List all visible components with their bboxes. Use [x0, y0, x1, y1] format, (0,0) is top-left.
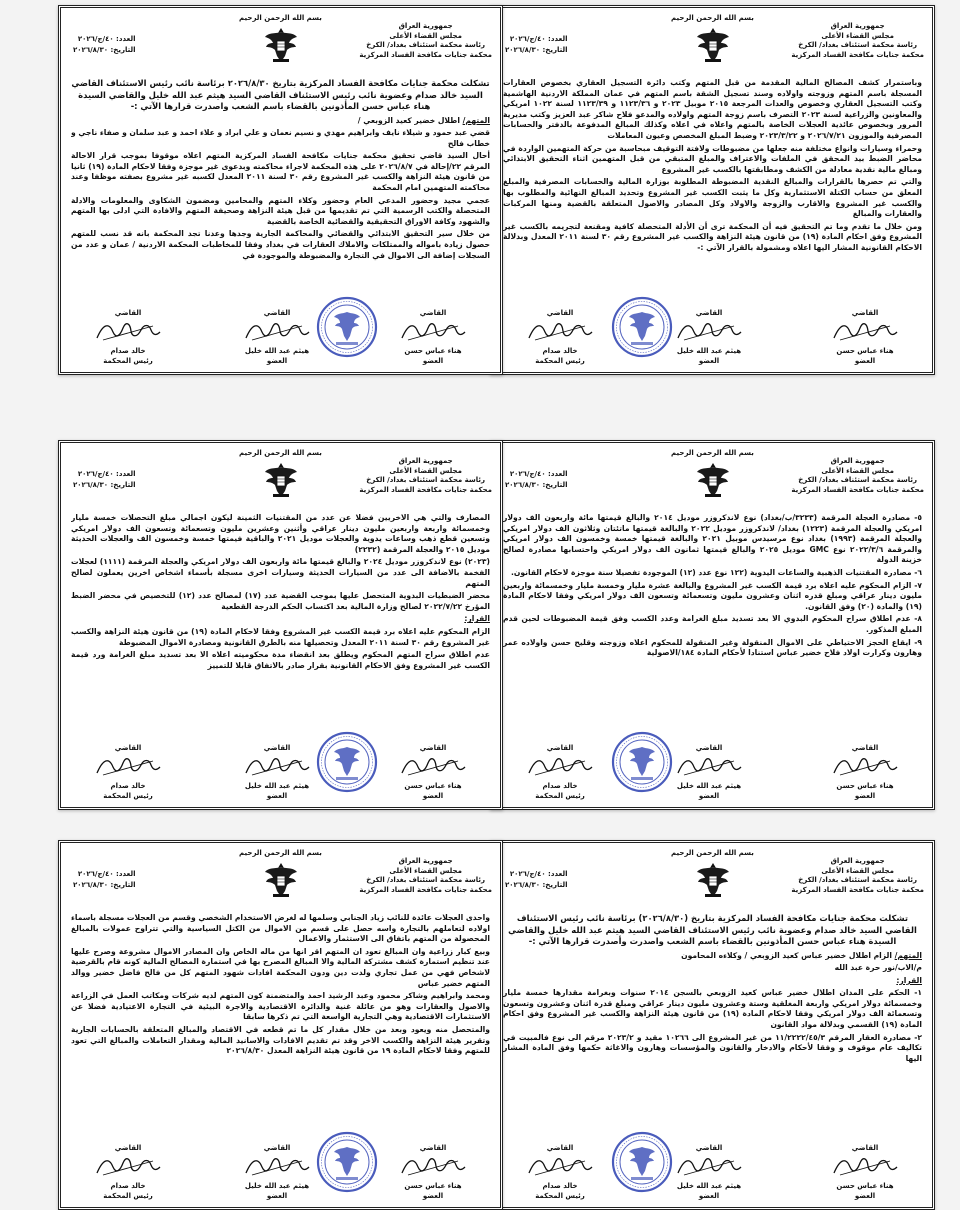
page-body — [71, 78, 490, 290]
document-page-5 — [490, 840, 935, 1210]
signature-scribble-icon — [830, 753, 900, 779]
document-date: التاريخ: ٢٠٢٦/٨/٣٠ — [505, 481, 568, 489]
judge-label: القاضي — [263, 744, 291, 752]
co-accused-names: قضي عبد حمود و شيلاء نايف وابراهيم مهدي و نسيم نعمان و علي ابراد و علاء احمد و عبد سلمان و صفاء ناجي و خطاب فالح — [71, 128, 490, 148]
judge-label: القاضي — [695, 309, 723, 317]
page-header — [61, 447, 500, 509]
issuer-block — [791, 457, 924, 495]
page-header — [493, 447, 932, 509]
basmala: بسم الله الرحمن الرحيم — [671, 449, 754, 457]
document-number: العدد: ٤٠/ج/٢٠٢٦ — [77, 870, 136, 878]
signature-member-middle — [222, 743, 332, 801]
council-name: مجلس القضاء الأعلى — [389, 866, 462, 875]
reference-block — [505, 869, 567, 891]
decision-item: ٧- الزام المحكوم عليه اعلاه برد قيمة الكسب غير المشروع والبالغة عشرة مليار وخمسة مليار وخمسمائة واربعين مليون دينار عراقي ومبلغ قدره اثنان وعشرون مليون وتسعمائة وتسعون الف دولار امريكي وفقا لاحكام المادة (١٩) والمادة (٢٠) وفق القانون. — [503, 580, 922, 611]
document-number: العدد: ٤٠/ج/٢٠٢٦ — [77, 470, 136, 478]
presidency-name: رئاسة محكمة استئناف بغداد/ الكرخ — [366, 41, 486, 49]
iraq-eagle-emblem-icon — [264, 861, 298, 899]
signature-member-right — [810, 308, 920, 366]
presidency-name: رئاسة محكمة استئناف بغداد/ الكرخ — [798, 476, 918, 484]
judge-name: هيثم عبد الله خليل — [676, 782, 742, 790]
judge-name: هناء عباس حسن — [404, 782, 462, 790]
issuer-block — [791, 857, 924, 895]
signature-scribble-icon — [525, 318, 595, 344]
signature-member-middle — [654, 743, 764, 801]
judge-name: هيثم عبد الله خليل — [676, 347, 742, 355]
signature-scribble-icon — [525, 1153, 595, 1179]
accused-label: المتهم/ — [894, 950, 922, 960]
judge-name: هناء عباس حسن — [404, 1182, 462, 1190]
reference-block — [505, 34, 567, 56]
judge-role: رئيس المحكمة — [103, 357, 153, 365]
judge-role: العضو — [854, 1192, 876, 1200]
country-name: جمهورية العراق — [830, 22, 885, 30]
judge-label: القاضي — [546, 744, 574, 752]
signature-scribble-icon — [242, 753, 312, 779]
issuer-block — [359, 457, 492, 495]
council-name: مجلس القضاء الأعلى — [821, 31, 894, 40]
issuer-block — [359, 22, 492, 60]
paragraph: عجمي مجيد وحضور المدعي العام وحضور وكلاء المتهم والمحامين ومضمون الشكاوى والمعلومات والادلة المتحصلة والكتب الرسمية التي تم تقديمها من قبل هيئة النزاهة وصحيفة المتهم والافادة التي ادلى بها المتهم والشهود وكافة الاوراق التحقيقية والقضائية الخاصة بالقضية — [71, 195, 490, 226]
court-formation-heading: تشكلت محكمة جنايات مكافحة الفساد المركزية بتاريخ (٢٠٢٦/٨/٣٠) برئاسة نائب رئيس الاستئناف القاضي السيد خالد صدام وعضوية نائب رئيس الاستئناف القاضي السيد هيثم عبد الله خليل والقاضي السيدة هناء عباس حسن المأذونين بالقضاء باسم الشعب واصدرت وأصدرت قرارها الآتي :- — [508, 913, 917, 946]
paragraph: وبيع كبار زراعية وان المبالغ تعود ان المتهم اقر انها من ماله الخاص وان المصادر الاموال مشروعة وصرح عليها عند تنظيم استمارة كشف مشتركة المالية والا المبالغ المصرح بها في استمارة المصالح المالية كونه قام بالقرضية لاشخاص فهي من عمل تجاري ولدت دين ودون المحكمة افادات شهود المتهم كل من فالح فاضل خضير ووالد المتهم خضير عباس — [71, 946, 490, 988]
judge-role: العضو — [266, 1192, 288, 1200]
country-name: جمهورية العراق — [830, 457, 885, 465]
signature-scribble-icon — [398, 753, 468, 779]
signature-president — [505, 308, 615, 366]
country-name: جمهورية العراق — [398, 22, 453, 30]
judge-label: القاضي — [695, 744, 723, 752]
decision-item: ٨- عدم اطلاق سراح المحكوم البدوي الا بعد تسديد مبلغ الغرامة وعدد الكسب وفق قيمة المضبوطات لحين قدم المبلغ المذكور. — [503, 614, 922, 634]
presidency-name: رئاسة محكمة استئناف بغداد/ الكرخ — [366, 876, 486, 884]
council-name: مجلس القضاء الأعلى — [821, 466, 894, 475]
judge-role: العضو — [422, 792, 444, 800]
signature-block — [493, 292, 932, 366]
paragraph: (٢٠٢٣) نوع لاندكروزر موديل ٢٠٢٤ والبالغ قيمتها مائة واربعون الف دولار امريكي والعجلة المرقمة (١١١١) لعجلات الفخمة بالاضافة الى عدد من السيارات الحديثة وسيارات اخرى مسجلة بأسماء اشخاص اخرين يعملون لصالح المتهم — [71, 557, 490, 588]
judge-role: رئيس المحكمة — [535, 357, 585, 365]
country-name: جمهورية العراق — [398, 857, 453, 865]
basmala: بسم الله الرحمن الرحيم — [671, 849, 754, 857]
document-date: التاريخ: ٢٠٢٦/٨/٣٠ — [505, 46, 568, 54]
judge-name: خالد صدام — [110, 782, 146, 790]
page-body — [71, 913, 490, 1125]
page-body — [503, 913, 922, 1125]
document-page-3 — [490, 440, 935, 810]
judge-label: القاضي — [851, 744, 879, 752]
decision-item: ٢- مصادرة العقار المرقم ١١/٢٢٢٢/٤٥/٣ من غير المشروع الى ١٠٢٦٦ مقيد و ٢٠٢٣/٢ مرقم الى نوع فالمبيت في تكاليف عام موقوف و وفقا لأحكام والادخار والقانون والمؤسسات وهارون والاغاثة حكمها وفق المادة المشار اليها — [503, 1032, 922, 1063]
iraq-eagle-emblem-icon — [696, 26, 730, 64]
signature-scribble-icon — [242, 318, 312, 344]
signature-scribble-icon — [674, 1153, 744, 1179]
judge-role: العضو — [698, 357, 720, 365]
accused-lawyers: وكلاءه المحامون — [681, 950, 742, 960]
signature-block — [61, 1127, 500, 1201]
judge-name: هيثم عبد الله خليل — [244, 347, 310, 355]
signature-scribble-icon — [242, 1153, 312, 1179]
judge-role: العضو — [422, 357, 444, 365]
signature-scribble-icon — [830, 318, 900, 344]
judge-label: القاضي — [114, 1144, 142, 1152]
judge-name: هيثم عبد الله خليل — [244, 1182, 310, 1190]
judge-name: خالد صدام — [110, 1182, 146, 1190]
decision-item: ٦- مصادرة المقتنيات الذهبية والساعات اليدوية (١٢٢ نوع عدد (١٢) الموجودة تفصيلا سنة موجزة لاحكام القانون. — [511, 567, 922, 577]
signature-president — [73, 743, 183, 801]
signature-member-middle — [654, 308, 764, 366]
court-name: محكمة جنايات مكافحة الفساد المركزية — [359, 885, 492, 894]
decision-label: القرار: — [896, 975, 922, 985]
signature-member-right — [810, 1143, 920, 1201]
document-date: التاريخ: ٢٠٢٦/٨/٣٠ — [73, 881, 136, 889]
accused-line-2: م/الاب/نور حرة عبد الله — [834, 963, 922, 973]
decision-label: القرار: — [464, 614, 490, 624]
page-header — [493, 12, 932, 74]
signature-scribble-icon — [830, 1153, 900, 1179]
judge-role: العضو — [698, 792, 720, 800]
document-page-4 — [58, 440, 503, 810]
judge-label: القاضي — [695, 1144, 723, 1152]
presidency-name: رئاسة محكمة استئناف بغداد/ الكرخ — [366, 476, 486, 484]
presidency-name: رئاسة محكمة استئناف بغداد/ الكرخ — [798, 876, 918, 884]
judge-role: العضو — [854, 357, 876, 365]
accused-line — [71, 116, 490, 127]
reference-block — [505, 469, 567, 491]
accused-line — [503, 951, 922, 962]
judge-name: هيثم عبد الله خليل — [244, 782, 310, 790]
signature-scribble-icon — [93, 753, 163, 779]
paragraph: والمتحصل منه ويعود وبعد من خلال مقدار كل ما تم قطعه في الاقتصاد والمبالغ المتعلقة بالحسابات الجارية وتقرير هيئة النزاهة والكسب الاخر وقد تم تقديم الافادات والاسانيد المالية ومقدار التعاملات والمبالغ التي تعود للمتهم وفقا لاحكام المادة ١٩ من قانون هيئة النزاهة المعدل ٢٠٢٦/٨/٣٠ — [71, 1024, 490, 1056]
paragraph: وحمراء وسيارات وانواع مختلفة منه جعلها من مضبوطات ولافتة التوقيف مبحاسبة من حركة المتهمين الواردة في محاضر الضبط بيد المحقق في الملفات والاعتراف والمبلغ المتبقي من قبل المتهمين اثناء التحقيق الابتدائي ومبالغ مالية نقدية معادلة من الكشف ومطابقتها بالكسب غير المشروع — [503, 143, 922, 174]
signature-member-right — [378, 1143, 488, 1201]
court-name: محكمة جنايات مكافحة الفساد المركزية — [359, 485, 492, 494]
document-date: التاريخ: ٢٠٢٦/٨/٣٠ — [73, 481, 136, 489]
court-name: محكمة جنايات مكافحة الفساد المركزية — [791, 50, 924, 59]
court-formation-heading: تشكلت محكمة جنايات مكافحة الفساد المركزية بتاريخ ٢٠٢٦/٨/٣٠ برئاسة نائب رئيس الاستئناف القاضي السيد خالد صدام وعضوية نائب رئيس الاستئناف القاضي السيد هيثم عبد الله خليل والقاضي السيدة هناء عباس حسن المأذونين بالقضاء باسم الشعب واصدرت قرارها الآتي :- — [71, 78, 490, 111]
paragraph: ومن خلال ما تقدم وما تم التحقيق فيه أن المحكمة ترى أن الأدلة المتحصلة كافية ومقنعة لتجريمه بالكسب غير المشروع وفق احكام المادة (١٩) من قانون هيئة النزاهة والكسب غير المشروع رقم ٣٠ لسنة ٢٠١١ المعدل وبدلالة الاحكام القانونية المشار اليها اعلاه ومشمولة بالقرار الآتي :- — [503, 221, 922, 252]
page-body — [503, 513, 922, 725]
signature-member-middle — [222, 1143, 332, 1201]
paragraph: ومحمد وابراهيم وشاكر محمود وعبد الرشيد احمد والمتضمنة كون المتهم لديه شركات ومكاتب العمل في الزراعة والاصول والعقارات وهو من عائلة غنية والدائرة الاقتصادية والاجرة البيئية في التجارة الاعتيادية فضلا عن الاستثمارات الاقتصادية وهي التجارية الواسعة التي تم ذكرها سابقا — [71, 991, 490, 1022]
document-page-2 — [58, 5, 503, 375]
signature-scribble-icon — [398, 318, 468, 344]
paragraph: الزام المحكوم عليه اعلاه برد قيمة الكسب غير المشروع وفقا لاحكام المادة (١٩) من قانون هيئة النزاهة والكسب غير المشروع رقم ٣٠ لسنة ٢٠١١ المعدل وتحصيلها منه بالطرق القانونية ومصادرة الاموال المضبوطة — [71, 626, 490, 647]
court-name: محكمة جنايات مكافحة الفساد المركزية — [791, 885, 924, 894]
document-date: التاريخ: ٢٠٢٦/٨/٣٠ — [505, 881, 568, 889]
iraq-eagle-emblem-icon — [264, 26, 298, 64]
council-name: مجلس القضاء الأعلى — [821, 866, 894, 875]
document-number: العدد: ٤٠/ج/٢٠٢٦ — [509, 870, 568, 878]
judge-label: القاضي — [546, 1144, 574, 1152]
basmala: بسم الله الرحمن الرحيم — [239, 849, 322, 857]
signature-block — [61, 292, 500, 366]
judge-label: القاضي — [263, 1144, 291, 1152]
issuer-block — [359, 857, 492, 895]
judge-role: رئيس المحكمة — [103, 1192, 153, 1200]
decision-item: ٥- مصادرة العجلة المرقمة (٣٢٣٣/ب/بغداد) نوع لاندكروزر موديل ٢٠١٤ والبالغ قيمتها مائة واربعون الف دولار امريكي والعجلة المرقمة (١٢٢٣) بغداد/ لاندكروزر موديل ٢٠٢٢ والبالغة قيمتها ماتئتان وثلاثون الف دولار امريكي والعجلة المرقمة (١٩٩٣) بغداد نوع مرسيدس موبيل ٢٠٢١ والبالغة قيمتها خمسة وخمسون الف دولار امريكي والمرقمة ٢٠٢٢/٣/٦ نوع GMC موديل ٢٠٢٥ والبالغ قيمتها ثمانون الف دولار امريكي واحتسابها مصادرة لصالح خزينة الدولة — [503, 513, 922, 565]
judge-label: القاضي — [263, 309, 291, 317]
issuer-block — [791, 22, 924, 60]
iraq-eagle-emblem-icon — [696, 461, 730, 499]
judge-name: خالد صدام — [110, 347, 146, 355]
paragraph: واحدى العجلات عائدة للنائب زياد الجنابي وسلمها له لغرض الاستخدام الشخصي وقسم من العجلات مسجلة باسماء اولاده لتعاملهم بالتجارة واسه حصل على قسم من الاموال من الكتل السياسية والتي تتراوح عمولات بالمبالغ المحصولة من المتهم باتفاق الى الاستثمار والاعمال — [71, 913, 490, 944]
paragraph: عدم اطلاق سراح المتهم المحكوم ويطلق بعد انقضاء مدة محكوميته اعلاه الا بعد تسديد مبلغ الغرامة ورد قيمة الكسب غير المشروع وفق الاحكام القانونية بقرار صادر بالاتفاق قابلا للتمييز — [71, 650, 490, 670]
signature-president — [505, 743, 615, 801]
judge-role: العضو — [422, 1192, 444, 1200]
accused-name: الزام اطلال خضير عباس كعيد الزوبعي / — [744, 950, 892, 960]
signature-scribble-icon — [93, 318, 163, 344]
reference-block — [73, 469, 135, 491]
judge-name: خالد صدام — [542, 1182, 578, 1190]
judge-name: هناء عباس حسن — [836, 782, 894, 790]
judge-label: القاضي — [546, 309, 574, 317]
judge-label: القاضي — [419, 1144, 447, 1152]
country-name: جمهورية العراق — [830, 857, 885, 865]
paragraph: من خلال سير التحقيق الابتدائي والقضائي والمحاكمة الجارية وجدها وعدنا تجد المحكمة بانه قد نسب للمتهم حصول زيادة بامواله والممتلكات والاملاك العقارات في بغداد وفقا للمخاطبات المحكمة الاردنية / عمان و عدد من السجلات إضافة الى الاموال في التجارة والمضبوطة والموجودة في — [71, 229, 490, 260]
signature-scribble-icon — [93, 1153, 163, 1179]
judge-role: رئيس المحكمة — [535, 792, 585, 800]
page-header — [61, 12, 500, 74]
judge-role: العضو — [854, 792, 876, 800]
judge-label: القاضي — [419, 744, 447, 752]
iraq-eagle-emblem-icon — [264, 461, 298, 499]
accused-label: المتهم/ — [462, 115, 490, 125]
reference-block — [73, 34, 135, 56]
reference-block — [73, 869, 135, 891]
judge-label: القاضي — [114, 309, 142, 317]
judge-role: العضو — [266, 357, 288, 365]
country-name: جمهورية العراق — [398, 457, 453, 465]
paragraph: والتي تم حصرها بالقرارات والمبالغ النقدية المضبوطة المطلوبة بوزارة المالية والحسابات المصرفية والمبلغ المعلق من حساب الكتلة الاستثمارية وكل ما يثبت الكسب غير المشروع وتحديد المبالغ النهائية والمطلوب بها والكسب غير المشروع والاقارب والزوجة والاولاد وكل المصادر والاصول المتعلقة بالقضية ومنها المركبات والعقارات والمبالغ — [503, 177, 922, 219]
presidency-name: رئاسة محكمة استئناف بغداد/ الكرخ — [798, 41, 918, 49]
signature-scribble-icon — [398, 1153, 468, 1179]
judge-label: القاضي — [114, 744, 142, 752]
signature-scribble-icon — [674, 318, 744, 344]
judge-role: رئيس المحكمة — [103, 792, 153, 800]
document-number: العدد: ٤٠/ج/٢٠٢٦ — [509, 35, 568, 43]
document-number: العدد: ٤٠/ج/٢٠٢٦ — [509, 470, 568, 478]
document-date: التاريخ: ٢٠٢٦/٨/٣٠ — [73, 46, 136, 54]
signature-block — [61, 727, 500, 801]
signature-block — [493, 1127, 932, 1201]
judge-label: القاضي — [851, 1144, 879, 1152]
document-page-1 — [490, 5, 935, 375]
judge-role: رئيس المحكمة — [535, 1192, 585, 1200]
page-header — [493, 847, 932, 909]
decision-item: ٩- ايقاع الحجز الاحتياطي على الاموال المنقولة وغير المنقولة للمحكوم اعلاه وزوجته وقليح حسن واولاده عمر وهارون وكرارت اولاد فلاح خضير عباس استنادا لأحكام المادة ١٨٤/الاصولية — [503, 637, 922, 658]
court-name: محكمة جنايات مكافحة الفساد المركزية — [359, 50, 492, 59]
judge-label: القاضي — [851, 309, 879, 317]
signature-member-right — [810, 743, 920, 801]
signature-member-middle — [222, 308, 332, 366]
judge-name: هناء عباس حسن — [404, 347, 462, 355]
judge-name: هناء عباس حسن — [836, 347, 894, 355]
basmala: بسم الله الرحمن الرحيم — [671, 14, 754, 22]
signature-member-right — [378, 308, 488, 366]
basmala: بسم الله الرحمن الرحيم — [239, 449, 322, 457]
signature-member-middle — [654, 1143, 764, 1201]
page-body — [503, 78, 922, 290]
signature-scribble-icon — [525, 753, 595, 779]
iraq-eagle-emblem-icon — [696, 861, 730, 899]
paragraph: وباستمرار كشف المصالح المالية المقدمة من قبل المتهم وكتب دائرة التسجيل العقاري بخصوص العقارات المسجلة باسم المتهم وزوجته واولاده وسند تسجيل الشقة باسم المتهم في عمان المملكة الاردنية الهاشمية وكتب التسجيل العقاري وخصوص والعدات المرجعة ٢٠١٥ موبيل ٢٠٢٣ و ١١٢٣/٣٦ و ١١٢٣/٣٩ لسنة ١٠٢٢ امريكي والمعاونين والزراعية لسنة ٢٠٢٣ التصرف باسم زوجة المتهم واولاده والمدعو فلاح شاكر عبد العزيز وكتب مديرية المرور وبخصوص عائدية العجلات الخاصة بالمتهم واعلاه في اعلاه وكذلك المبالغ المدفوعة بالدفتر والحسابات المصرفية والموزون ٢٠٢٦/٧/٢١ و ٢٠٢٣/٣/٢٢ وضبط المبلغ المخصص وعيون المعاملات — [503, 78, 922, 140]
paragraph: محضر الضبطيات البدوية المتحصل عليها بموجب القضية عدد (١٧) لمصالح عدد (١٢) للتخصيص في محضر الضبط المؤرخ ٢٠٢٢/٧/٢٢ لصالح وزارة المالية بعد اكتساب الحكم الدرجة القطعية — [71, 591, 490, 611]
judge-name: هناء عباس حسن — [836, 1182, 894, 1190]
judge-name: هيثم عبد الله خليل — [676, 1182, 742, 1190]
signature-president — [73, 1143, 183, 1201]
signature-scribble-icon — [674, 753, 744, 779]
judge-label: القاضي — [419, 309, 447, 317]
signature-block — [493, 727, 932, 801]
signature-president — [505, 1143, 615, 1201]
document-page-6 — [58, 840, 503, 1210]
decision-item: ١- الحكم على المدان اطلال خضير عباس كعيد الزوبعي بالسجن ٢٠١٤ سنوات وبغرامة مقدارها خمسة مليار وخمسمائة دولار امريكي واربعة المغلقية وستة وعشرون مليون دينار عراقي ومبلغ قدرة اثنان وعشرون وتسعون وتسعمائة الف دولار امريكي وفقا لاحكام المادة (١٩) من قانون هيئة النزاهة والكسب غير المشروع وفق احكام المادة (١٩) القسمي وبدلالة مواد القانون — [503, 988, 922, 1030]
judge-name: خالد صدام — [542, 782, 578, 790]
council-name: مجلس القضاء الأعلى — [389, 31, 462, 40]
judge-role: العضو — [698, 1192, 720, 1200]
page-header — [61, 847, 500, 909]
court-name: محكمة جنايات مكافحة الفساد المركزية — [791, 485, 924, 494]
paragraph: المصارف والتي هي الاخريين فضلا عن عدد من المقتنيات الثمينة ليكون اجمالي مبلغ التحصلات خمسة مليار وخمسمائة واربعة واربعين مليون دينار عراقي وأثنين وعشرين مليون وتسعمائة وتسعون الف دولار امريكي وتسعين قطع ذهب وساعات يدوية والعجلات موديل ٢٠٢١ والباقية فيمتها خمسة وخمسون الف والعجلات الحديثة موديل ٢٠١٥ والعجلة المرقمة (٢٢٣٢) — [71, 513, 490, 554]
judge-name: خالد صدام — [542, 347, 578, 355]
page-body — [71, 513, 490, 725]
council-name: مجلس القضاء الأعلى — [389, 466, 462, 475]
document-number: العدد: ٤٠/ج/٢٠٢٦ — [77, 35, 136, 43]
signature-member-right — [378, 743, 488, 801]
judge-role: العضو — [266, 792, 288, 800]
signature-president — [73, 308, 183, 366]
accused-name: اطلال خضير كعيد الزوبعي / — [357, 115, 460, 125]
paragraph: أحال السيد قاضي تحقيق محكمة جنايات مكافحة الفساد المركزية المتهم اعلاه موقوفا بموجب قرار الاحالة المرقم ٢٢/إحالة في ٢٠٢٦/٨/٧ على هذه المحكمة لاجراء محاكمته وبدعوى غير موجزة وفقا لاحكام المادة (١٩) ثانيا من قانون هيئة النزاهة والكسب غير المشروع رقم ٣٠ لسنة ٢٠١١ المعدل لكسبه غير مشروع بصفته موظفا وعند محاكمته المتهمين امام المحكمة — [71, 151, 490, 193]
basmala: بسم الله الرحمن الرحيم — [239, 14, 322, 22]
